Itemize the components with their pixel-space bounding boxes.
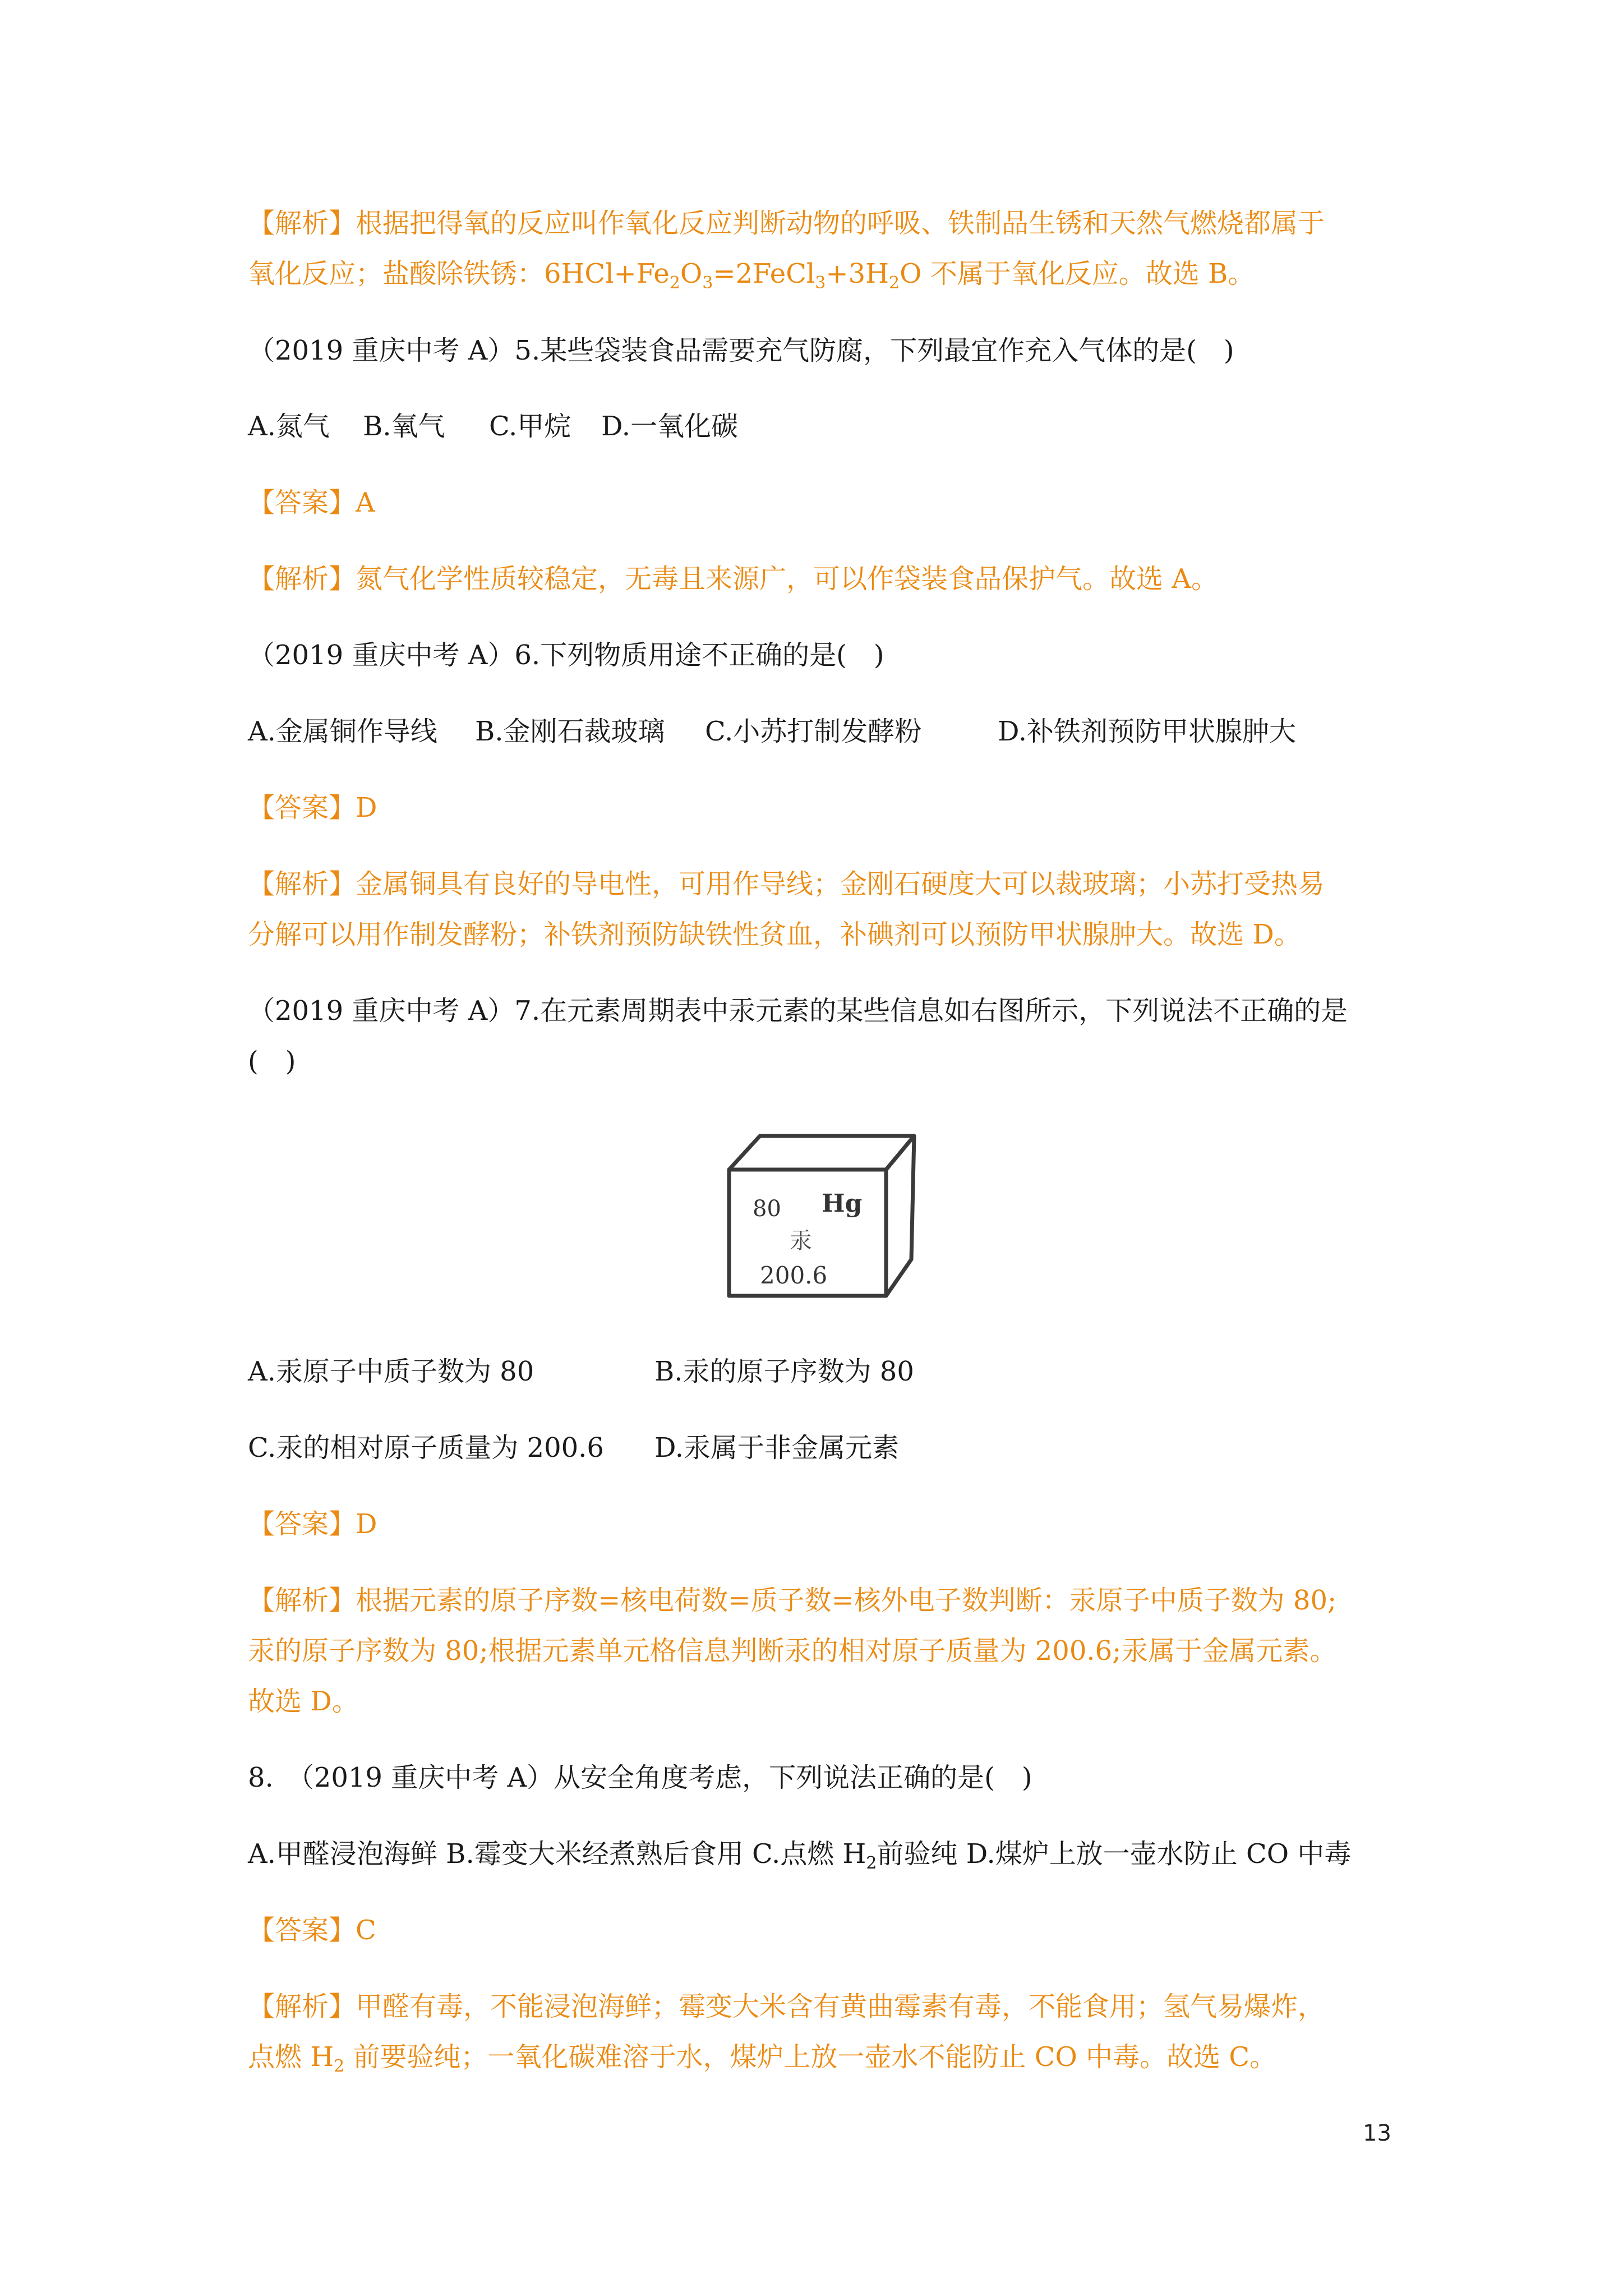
q8-options: A.甲醛浸泡海鲜 B.霉变大米经煮熟后食用 C.点燃 $H_2$前验纯 D.煤炉上放一壶水防止 CO 中毒: [248, 1838, 1352, 1873]
q6-option-d: D.补铁剂预防甲状腺肿大: [998, 716, 1297, 747]
element-mass: 200.6: [760, 1262, 828, 1289]
element-number: 80: [753, 1196, 781, 1222]
q8-analysis-line2: 点燃 $H_2$ 前要验纯；一氧化碳难溶于水，煤炉上放一壶水不能防止 CO 中毒。故选 C。: [248, 2041, 1277, 2076]
q6-option-c: C.小苏打制发酵粉: [705, 716, 922, 747]
q6-option-b: B.金刚石裁玻璃: [475, 716, 665, 747]
cube-side-face: [886, 1136, 914, 1296]
q7-options-row2: [248, 1431, 899, 1465]
q7-option-b: B.汞的原子序数为 80: [654, 1356, 914, 1387]
q7-option-a: A.汞原子中质子数为 80: [248, 1356, 534, 1387]
q6-answer: 【答案】D: [248, 792, 377, 823]
q5-options: [248, 409, 738, 443]
q6-analysis-line2: 分解可以用作制发酵粉；补铁剂预防缺铁性贫血，补碘剂可以预防甲状腺肿大。故选 D。: [248, 919, 1301, 950]
q4-analysis-line2: 氧化反应；盐酸除铁锈：$6HCl+Fe_2O_3=2FeCl_3+3H_2O$ 不属于氧化反应。故选 B。: [248, 258, 1255, 293]
q8-answer: 【答案】C: [248, 1915, 376, 1946]
q5-analysis: 【解析】氮气化学性质较稳定，无毒且来源广，可以作袋装食品保护气。故选 A。: [248, 563, 1218, 595]
q7-answer: 【答案】D: [248, 1508, 377, 1540]
q7-analysis-line1: 【解析】根据元素的原子序数=核电荷数=质子数=核外电子数判断：汞原子中质子数为 80;: [248, 1585, 1337, 1616]
mercury-element-figure: [718, 1128, 920, 1301]
q6-options: [248, 715, 1296, 748]
q6-analysis-line1: 【解析】金属铜具有良好的导电性，可用作导线；金刚石硬度大可以裁玻璃；小苏打受热易: [248, 868, 1325, 900]
page-number: 13: [1363, 2120, 1391, 2146]
q7-stem-line2: ( ): [248, 1046, 296, 1077]
q8-stem: 8. （2019 重庆中考 A）从安全角度考虑，下列说法正确的是( ): [248, 1762, 1032, 1793]
q7-option-d: D.汞属于非金属元素: [654, 1432, 900, 1464]
q5-option-d: D.一氧化碳: [601, 411, 739, 442]
q5-answer: 【答案】A: [248, 487, 375, 518]
q5-stem: （2019 重庆中考 A）5.某些袋装食品需要充气防腐，下列最宜作充入气体的是( ): [248, 335, 1234, 366]
q7-options-row1: [248, 1355, 914, 1388]
q6-stem: （2019 重庆中考 A）6.下列物质用途不正确的是( ): [248, 639, 884, 671]
q5-option-a: A.氮气: [248, 411, 330, 442]
cube-top-face: [729, 1136, 914, 1170]
q6-option-a: A.金属铜作导线: [248, 716, 437, 747]
q7-analysis-line2: 汞的原子序数为 80;根据元素单元格信息判断汞的相对原子质量为 200.6;汞属于金属元素。: [248, 1635, 1337, 1667]
element-symbol: Hg: [822, 1189, 863, 1218]
q4-analysis-line1: 【解析】根据把得氧的反应叫作氧化反应判断动物的呼吸、铁制品生锈和天然气燃烧都属于: [248, 208, 1325, 239]
element-name: 汞: [790, 1228, 812, 1254]
q5-option-c: C.甲烷: [489, 411, 571, 442]
q7-stem-line1: （2019 重庆中考 A）7.在元素周期表中汞元素的某些信息如右图所示，下列说法不正确的是: [248, 995, 1348, 1027]
q8-analysis-line1: 【解析】甲醛有毒，不能浸泡海鲜；霉变大米含有黄曲霉素有毒，不能食用；氢气易爆炸，: [248, 1991, 1325, 2022]
q7-option-c: C.汞的相对原子质量为 200.6: [248, 1432, 604, 1464]
analysis-label: 【解析】: [248, 208, 356, 239]
q7-analysis-line3: 故选 D。: [248, 1686, 359, 1717]
q5-option-b: B.氧气: [363, 411, 445, 442]
